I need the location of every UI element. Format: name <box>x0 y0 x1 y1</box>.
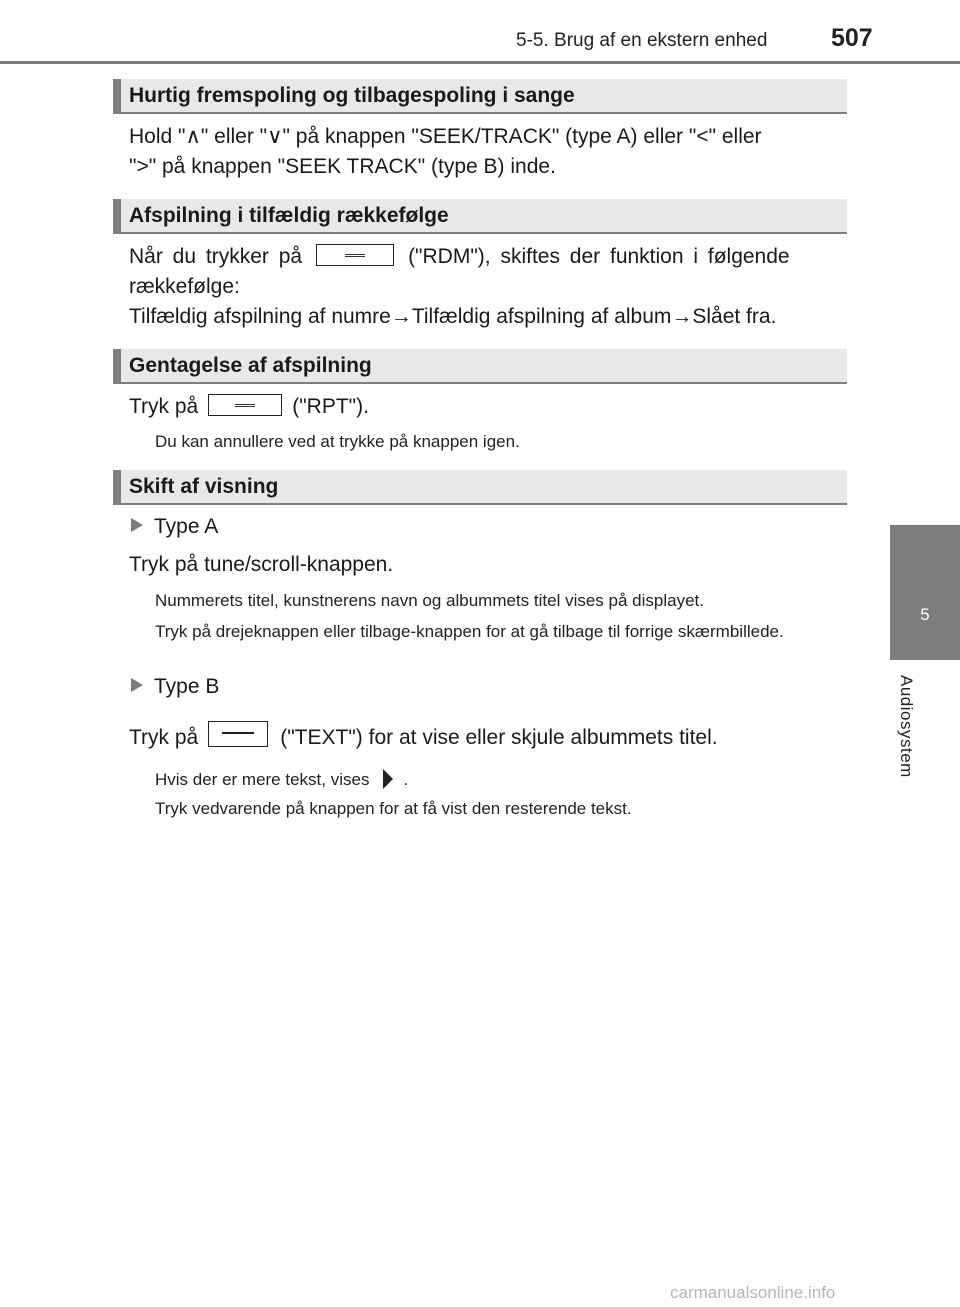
repeat-pre: Tryk på <box>129 395 199 418</box>
section-heading-random <box>113 199 847 234</box>
section-title: Gentagelse af afspilning <box>129 354 372 377</box>
watermark: carmanualsonline.info <box>670 1283 836 1302</box>
bullet-triangle-icon <box>131 678 143 692</box>
section-title: Afspilning i tilfældig rækkefølge <box>129 204 449 227</box>
type-a-note-1: Nummerets titel, kunstnerens navn og albummets titel vises på displayet. <box>155 591 704 610</box>
header-rule <box>0 61 960 64</box>
random-line-3: Tilfældig afspilning af numre→Tilfældig afspilning af album→Slået fra. <box>129 305 777 328</box>
rdm-button-icon <box>316 244 394 266</box>
repeat-post: ("RPT"). <box>292 395 369 418</box>
random-line-1 <box>129 242 841 272</box>
random-pre: Når du trykker på <box>129 245 303 268</box>
type-a-heading: Type A <box>131 515 218 539</box>
more-text-arrow-icon <box>383 769 393 789</box>
seek-line-1: Hold "∧" eller "∨" på knappen "SEEK/TRACK" (type A) eller "<" eller <box>129 125 762 148</box>
text-button-icon <box>208 721 268 747</box>
repeat-line <box>129 392 841 422</box>
chapter-label: Audiosystem <box>897 675 916 778</box>
type-b-post: ("TEXT") for at vise eller skjule albummets titel. <box>280 726 718 749</box>
rpt-button-icon <box>208 394 282 416</box>
page-number: 507 <box>831 24 873 52</box>
chapter-tab <box>890 525 960 660</box>
random-line-2: rækkefølge: <box>129 275 240 298</box>
section-title: Hurtig fremspoling og tilbagespoling i sange <box>129 84 575 107</box>
type-b-note-1: Hvis der er mere tekst, vises . <box>155 770 409 789</box>
type-a-note-2: Tryk på drejeknappen eller tilbage-knappen for at gå tilbage til forrige skærmbillede. <box>155 622 784 641</box>
header-section: 5-5. Brug af en ekstern enhed <box>516 30 768 51</box>
type-b-note-2: Tryk vedvarende på knappen for at få vist den resterende tekst. <box>155 799 632 818</box>
type-a-text: Tryk på tune/scroll-knappen. <box>129 553 394 576</box>
bullet-triangle-icon <box>131 518 143 532</box>
chapter-number: 5 <box>920 605 930 624</box>
section-heading-display <box>113 470 847 505</box>
type-b-pre: Tryk på <box>129 726 199 749</box>
repeat-note: Du kan annullere ved at trykke på knappen igen. <box>155 432 520 451</box>
seek-line-2: ">" på knappen "SEEK TRACK" (type B) inde. <box>129 155 556 178</box>
section-title: Skift af visning <box>129 475 279 498</box>
type-b-heading: Type B <box>131 675 219 699</box>
section-heading-repeat <box>113 349 847 384</box>
type-b-text <box>129 721 841 753</box>
random-post: ("RDM"), skiftes der funktion i følgende <box>408 245 790 268</box>
section-heading-seek <box>113 79 847 114</box>
